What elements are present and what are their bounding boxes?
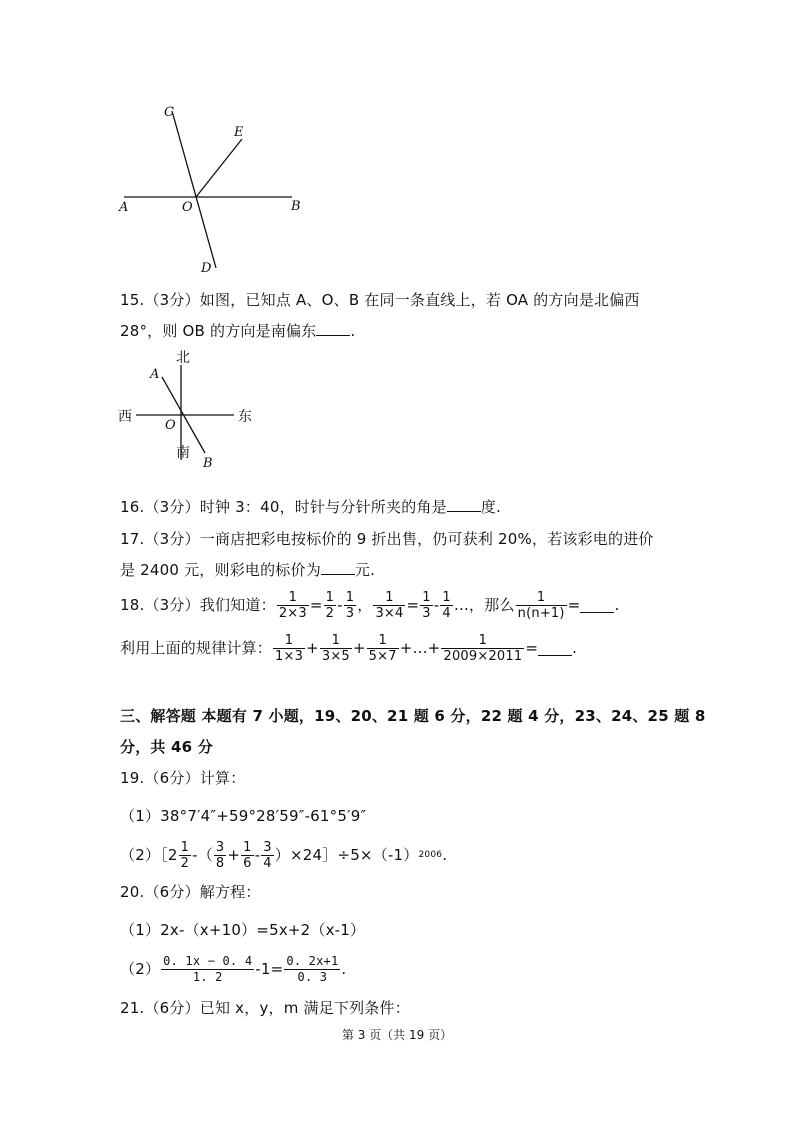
q20-part1: （1）2x-（x+10）=5x+2（x-1） bbox=[120, 921, 366, 939]
label-b: B bbox=[291, 199, 301, 214]
section3-line1: 三、解答题 本题有 7 小题，19、20、21 题 6 分，22 题 4 分，23、24、25 题 8 bbox=[120, 707, 706, 725]
q17-line1: 17.（3分）一商店把彩电按标价的 9 折出售，仍可获利 20%，若该彩电的进价 bbox=[120, 530, 654, 548]
q19-p2-end: . bbox=[442, 846, 448, 864]
q19-exponent: 2006 bbox=[418, 850, 443, 860]
q18-frac-6: $\frac{1}{4}$ bbox=[442, 589, 451, 621]
q20-title: 20.（6分）解方程： bbox=[120, 883, 261, 901]
q20-frac-right: $\frac{0. 2x+1}{0. 3}$ bbox=[286, 953, 339, 984]
q16 bbox=[120, 497, 501, 517]
q19-plus: + bbox=[227, 846, 241, 864]
label-d: D bbox=[201, 261, 212, 276]
q20-p2-start: （2） bbox=[120, 960, 161, 978]
q18-eq-3: = bbox=[567, 596, 581, 614]
line-cd bbox=[172, 111, 216, 268]
q19-frac-3-8: $\frac{3}{8}$ bbox=[215, 839, 225, 871]
page-footer: 第 3 页（共 19 页） bbox=[341, 1028, 453, 1042]
q18-eq-1: = bbox=[309, 596, 323, 614]
q18-ellipsis: …，那么 bbox=[453, 596, 515, 614]
q19-part1: （1）38°7′4″+59°28′59″-61°5′9″ bbox=[120, 807, 367, 825]
q18-tail-1: . bbox=[614, 596, 620, 614]
q18-comma: ， bbox=[357, 596, 373, 614]
q18-answer-blank-1[interactable] bbox=[580, 598, 614, 613]
q19-frac-1-6: $\frac{1}{6}$ bbox=[243, 839, 252, 871]
q16-answer-blank[interactable] bbox=[447, 497, 481, 512]
q19-p2-rest: ）×24］÷5×（-1） bbox=[274, 846, 419, 864]
q18-eq-2: = bbox=[406, 596, 420, 614]
label-o: O bbox=[182, 200, 193, 215]
q18-line1 bbox=[120, 587, 619, 623]
q17-line2-text: 是 2400 元，则彩电的标价为 bbox=[120, 561, 321, 579]
label-c: C bbox=[164, 105, 174, 120]
q20-part2 bbox=[120, 950, 346, 988]
q20-p2-end: . bbox=[341, 960, 347, 978]
q19-title: 19.（6分）计算： bbox=[120, 769, 246, 787]
q15-line2 bbox=[120, 321, 355, 341]
q19-p2-paren: -（ bbox=[192, 846, 213, 864]
label-west: 西 bbox=[118, 409, 132, 425]
q18-sum-frac-4: $\frac{1}{2009\times 2011}$ bbox=[443, 632, 523, 664]
label-a: A bbox=[119, 200, 129, 215]
q18-frac-2: $\frac{1}{2}$ bbox=[325, 589, 335, 621]
ray-oe bbox=[196, 139, 242, 197]
q16-end: 度. bbox=[480, 498, 501, 516]
q15-answer-blank[interactable] bbox=[316, 321, 350, 336]
q18-plus-2: + bbox=[352, 639, 366, 657]
q18-tail-2: . bbox=[572, 639, 578, 657]
label-o2: O bbox=[165, 418, 176, 433]
compass-figure bbox=[110, 345, 270, 475]
q18-frac-7: $\frac{1}{n(n+1)}$ bbox=[517, 589, 565, 621]
q18-line2 bbox=[120, 628, 577, 668]
label-a2: A bbox=[150, 367, 160, 382]
q20-p2-mid: -1= bbox=[255, 960, 284, 978]
q18-minus-2: - bbox=[433, 596, 440, 614]
label-east: 东 bbox=[238, 409, 252, 425]
q18-sum-frac-2: $\frac{1}{3\times 5}$ bbox=[321, 632, 350, 664]
q17-end: 元. bbox=[354, 561, 376, 579]
q19-frac-half: $\frac{1}{2}$ bbox=[180, 839, 190, 871]
q16-text: 16.（3分）时钟 3：40，时针与分针所夹的角是 bbox=[120, 498, 447, 516]
q15-line1: 15.（3分）如图，已知点 A、O、B 在同一条直线上，若 OA 的方向是北偏西 bbox=[120, 291, 640, 309]
q19-minus: - bbox=[254, 846, 261, 864]
q18-eq-4: = bbox=[525, 639, 539, 657]
q17-line2 bbox=[120, 560, 375, 580]
q18-frac-1: $\frac{1}{2\times 3}$ bbox=[278, 589, 307, 621]
q18-minus-1: - bbox=[337, 596, 343, 614]
label-north: 北 bbox=[176, 350, 190, 366]
q19-part2 bbox=[120, 836, 447, 874]
label-e: E bbox=[234, 125, 244, 140]
q15-line2-text: 28°，则 OB 的方向是南偏东 bbox=[120, 322, 317, 340]
q18-frac-3: $\frac{1}{3}$ bbox=[345, 589, 355, 621]
section3-line2: 分，共 46 分 bbox=[120, 738, 213, 756]
q15-end: . bbox=[350, 322, 356, 340]
q18-sum-frac-3: $\frac{1}{5\times 7}$ bbox=[368, 632, 397, 664]
q21: 21.（6分）已知 x，y，m 满足下列条件： bbox=[120, 999, 410, 1017]
q18-plus-1: + bbox=[306, 639, 319, 657]
label-south: 南 bbox=[176, 445, 190, 461]
q17-answer-blank[interactable] bbox=[321, 560, 355, 575]
q18-dots: +…+ bbox=[399, 639, 441, 657]
q18-frac-4: $\frac{1}{3\times 4}$ bbox=[375, 589, 404, 621]
q18-frac-5: $\frac{1}{3}$ bbox=[422, 589, 431, 621]
q19-p2-start: （2）［2 bbox=[120, 846, 178, 864]
q18-line2-prefix: 利用上面的规律计算： bbox=[120, 639, 273, 657]
q18-prefix: 18.（3分）我们知道： bbox=[120, 596, 276, 614]
label-b2: B bbox=[203, 456, 213, 471]
angle-figure bbox=[110, 95, 320, 280]
q20-frac-left: $\frac{0. 1x - 0. 4}{1. 2}$ bbox=[163, 953, 253, 984]
q18-sum-frac-1: $\frac{1}{1\times 3}$ bbox=[275, 632, 304, 664]
q18-answer-blank-2[interactable] bbox=[538, 641, 572, 656]
q19-frac-3-4: $\frac{3}{4}$ bbox=[263, 839, 272, 871]
